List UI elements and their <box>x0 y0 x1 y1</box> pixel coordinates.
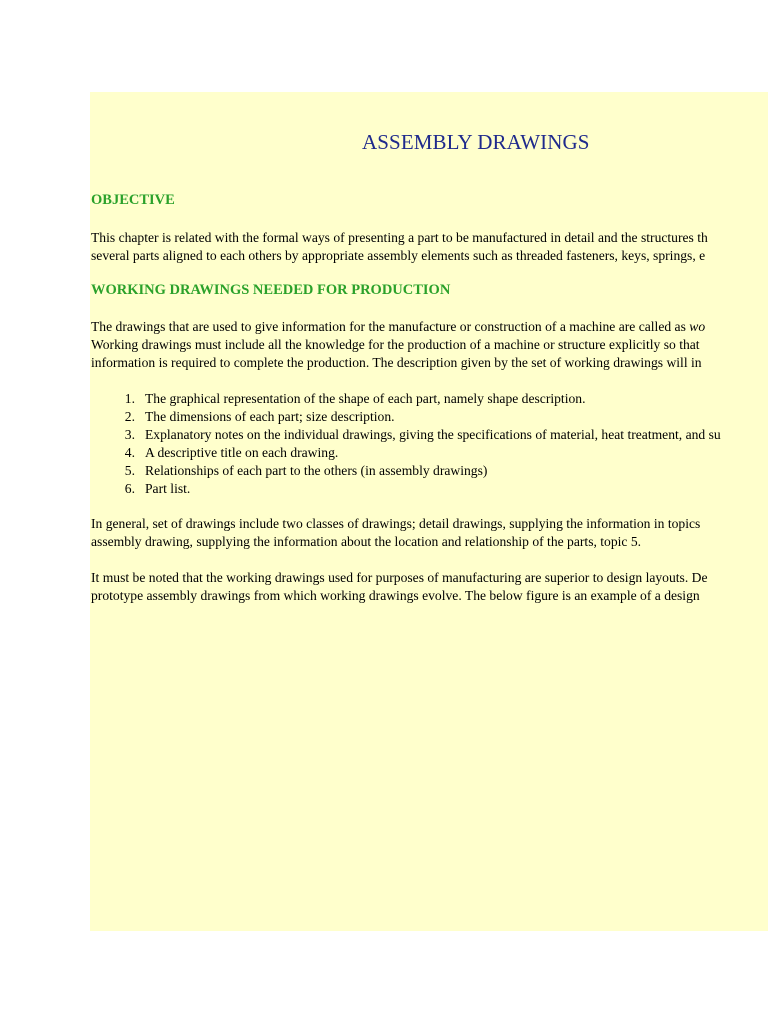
list-item-text: Explanatory notes on the individual drawings, giving the specifications of material, heat treatment, and su <box>145 427 721 442</box>
section-heading-objective: OBJECTIVE <box>91 192 175 208</box>
section-heading-working-drawings: WORKING DRAWINGS NEEDED FOR PRODUCTION <box>91 282 451 298</box>
list-item-number: 1. <box>124 391 135 406</box>
working-drawings-paragraph-line: Working drawings must include all the knowledge for the production of a machine or structure explicitly so that <box>91 337 700 352</box>
list-item <box>112 408 395 425</box>
list-item-number: 5. <box>124 463 135 478</box>
list-item <box>112 480 190 497</box>
list-item <box>112 390 585 407</box>
list-item-number: 4. <box>124 445 135 460</box>
note-paragraph-line: It must be noted that the working drawings used for purposes of manufacturing are superior to design layouts. De <box>91 570 708 585</box>
list-item <box>112 444 338 461</box>
list-item <box>112 462 487 479</box>
list-item <box>112 426 721 443</box>
paragraph-text: The drawings that are used to give information for the manufacture or construction of a machine are called as <box>91 319 690 334</box>
document-page <box>90 92 768 931</box>
italic-term: wo <box>689 319 706 334</box>
list-item-text: A descriptive title on each drawing. <box>145 445 339 460</box>
list-item-text: The graphical representation of the shape of each part, namely shape description. <box>145 391 586 406</box>
note-paragraph-line: prototype assembly drawings from which working drawings evolve. The below figure is an example of a design <box>91 588 700 603</box>
page-title: ASSEMBLY DRAWINGS <box>362 130 590 154</box>
list-item-text: Part list. <box>145 481 191 496</box>
objective-paragraph-line: This chapter is related with the formal ways of presenting a part to be manufactured in detail and the structures th <box>91 230 708 245</box>
general-paragraph-line: In general, set of drawings include two classes of drawings; detail drawings, supplying the information in topics <box>91 516 701 531</box>
working-drawings-paragraph-line <box>91 318 705 335</box>
general-paragraph-line: assembly drawing, supplying the information about the location and relationship of the parts, topic 5. <box>91 534 642 549</box>
list-item-text: The dimensions of each part; size description. <box>145 409 395 424</box>
list-item-text: Relationships of each part to the others (in assembly drawings) <box>145 463 488 478</box>
list-item-number: 3. <box>124 427 135 442</box>
list-item-number: 6. <box>124 481 135 496</box>
list-item-number: 2. <box>124 409 135 424</box>
working-drawings-paragraph-line: information is required to complete the production. The description given by the set of working drawings will in <box>91 355 702 370</box>
objective-paragraph-line: several parts aligned to each others by appropriate assembly elements such as threaded fasteners, keys, springs, e <box>91 248 706 263</box>
